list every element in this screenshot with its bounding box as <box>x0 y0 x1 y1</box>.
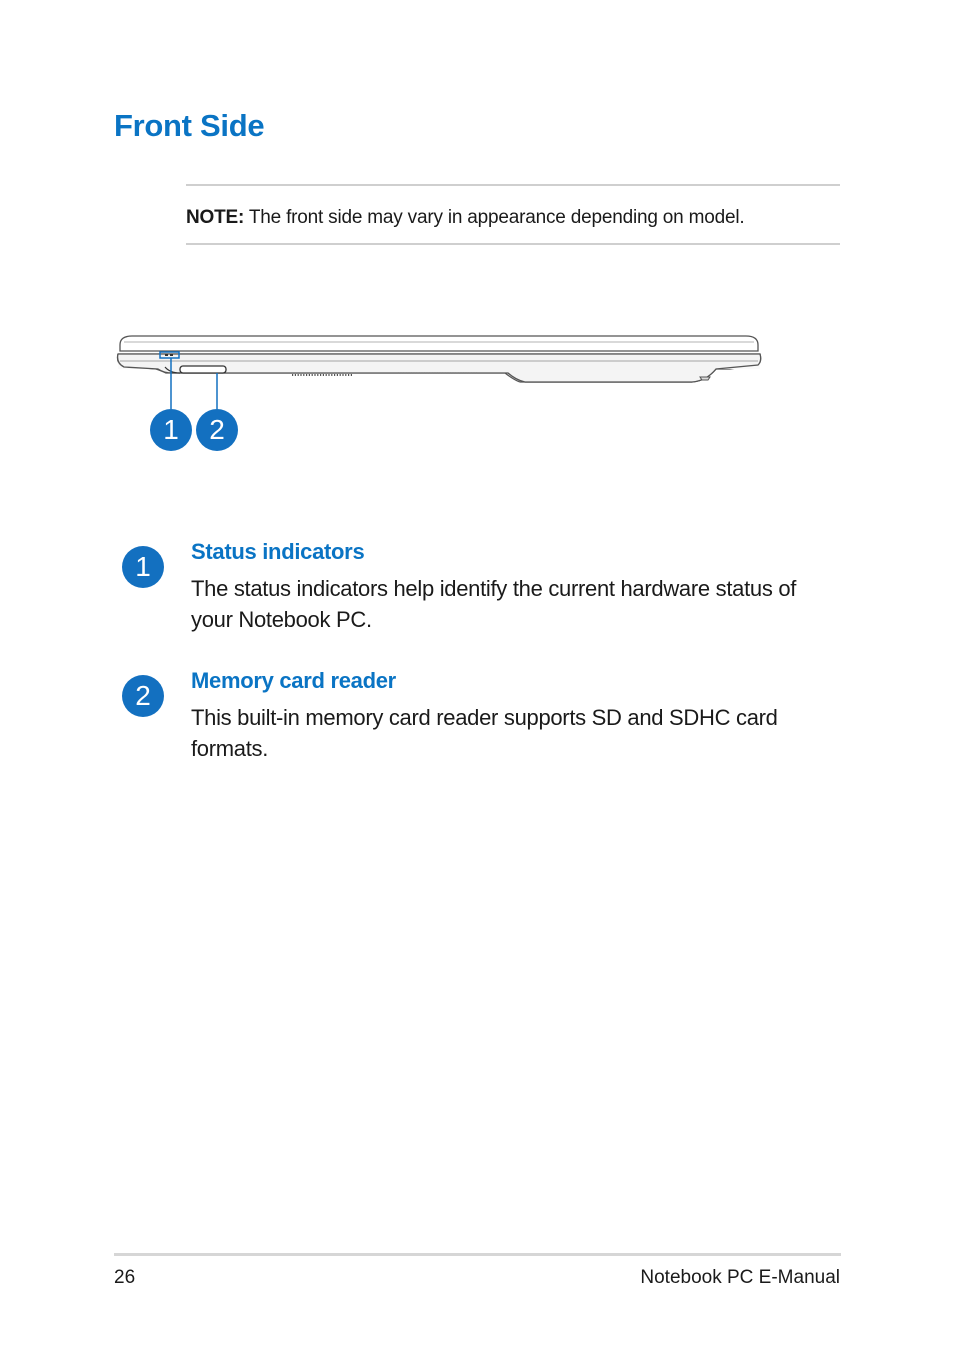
note-box <box>186 184 840 245</box>
status-led-1 <box>165 354 168 356</box>
note-body: The front side may vary in appearance depending on model. <box>244 207 745 228</box>
laptop-lid <box>120 336 758 351</box>
figure-callout-2: 2 <box>196 409 238 451</box>
item-number-badge: 1 <box>122 546 164 588</box>
note-text <box>186 207 744 229</box>
right-foot <box>700 377 710 380</box>
status-led-2 <box>170 354 173 356</box>
page-number: 26 <box>114 1267 136 1288</box>
footer-divider <box>114 1253 841 1256</box>
page-title: Front Side <box>114 108 265 143</box>
item-description: This built-in memory card reader supports SD and SDHC card formats. <box>191 705 778 761</box>
item-title: Memory card reader <box>191 668 396 693</box>
item-description: The status indicators help identify the current hardware status of your Notebook PC. <box>191 576 797 632</box>
memory-card-slot <box>180 366 226 373</box>
figure-callout-1: 1 <box>150 409 192 451</box>
document-title: Notebook PC E-Manual <box>640 1267 840 1288</box>
item-number-badge: 2 <box>122 675 164 717</box>
laptop-front-illustration <box>110 325 770 460</box>
note-label: NOTE: <box>186 207 245 228</box>
item-title: Status indicators <box>191 539 365 564</box>
